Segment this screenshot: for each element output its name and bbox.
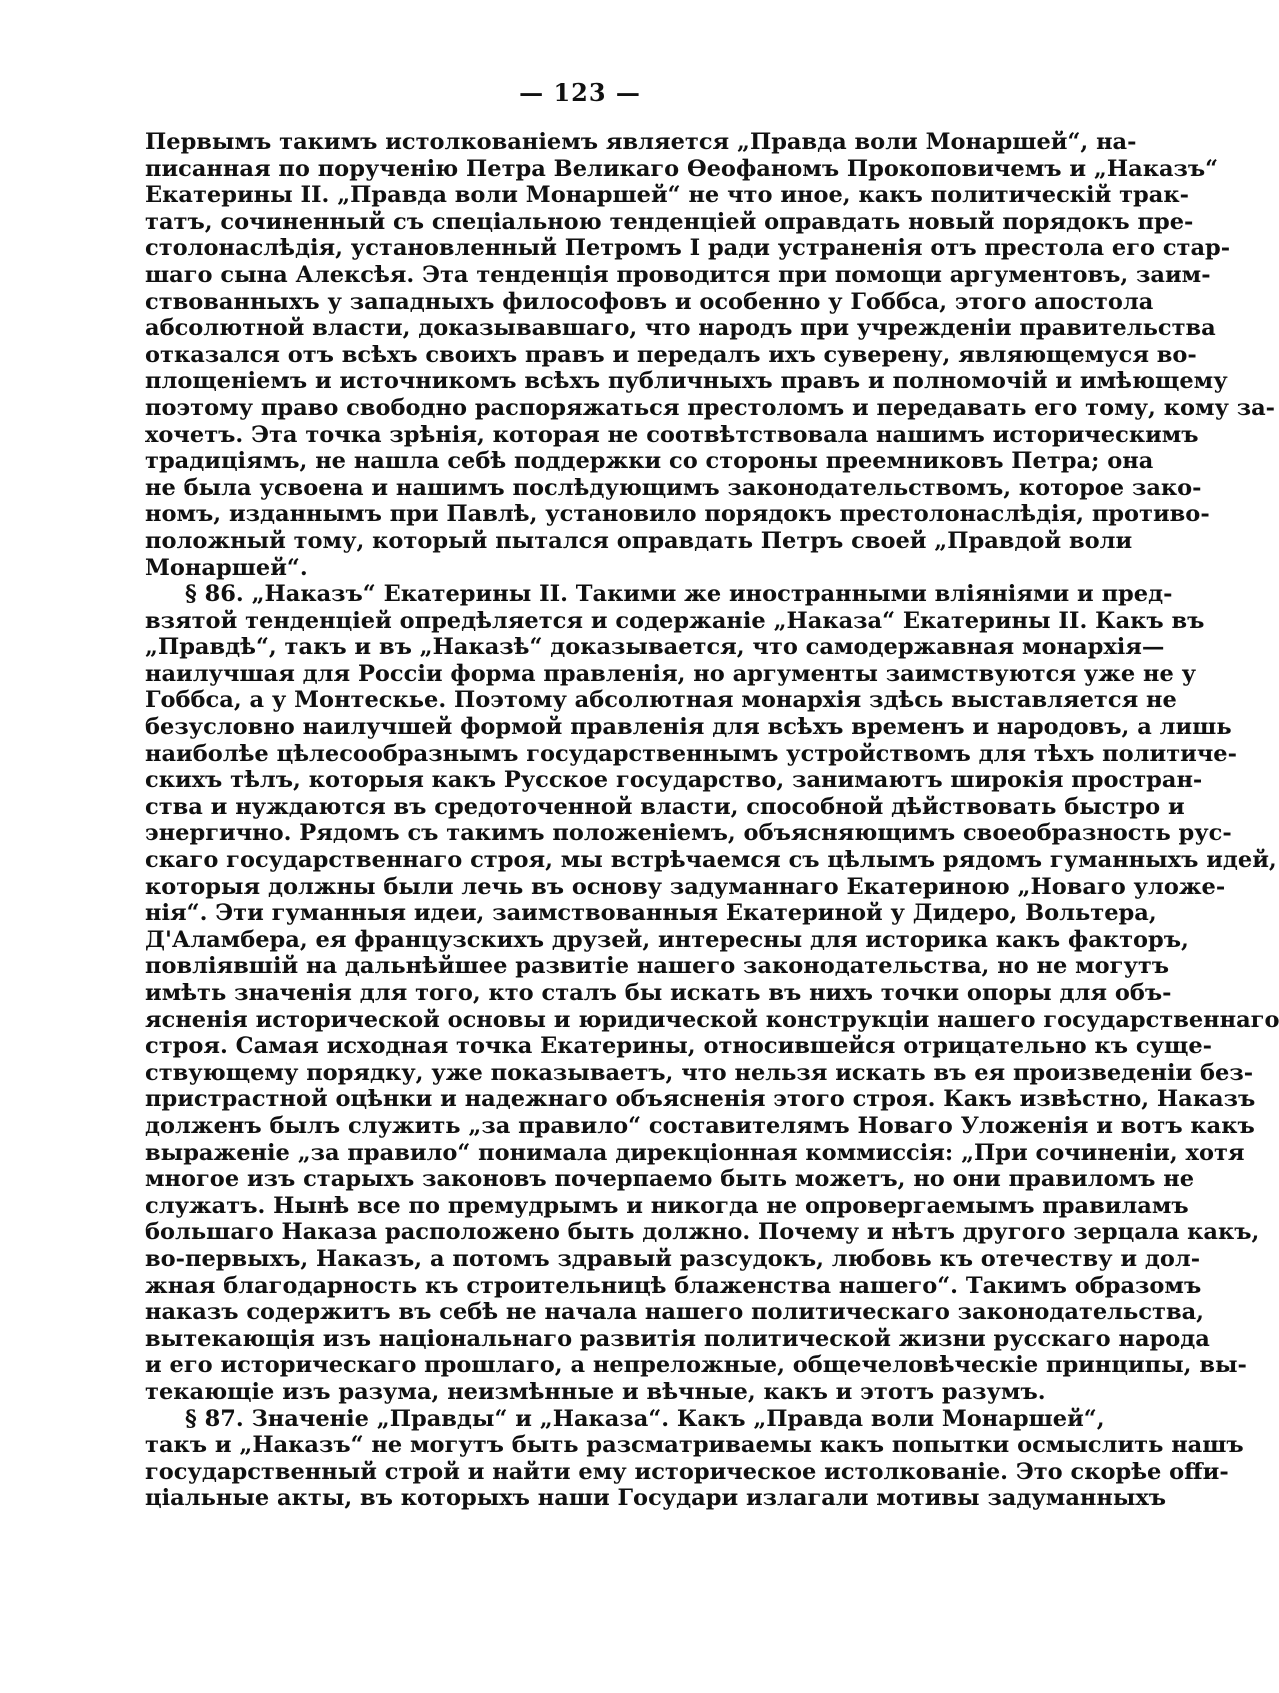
page-number: — 123 — (519, 78, 641, 107)
text-line: государственный строй и найти ему историческое истолкованіе. Это скорѣе offи- (145, 1458, 1229, 1485)
text-line: Первымъ такимъ истолкованіемъ является „Правда воли Монаршей“, на- (145, 129, 1137, 155)
text-line: не была усвоена и нашимъ послѣдующимъ законодательствомъ, которое зако- (145, 474, 1202, 501)
text-line: служатъ. Нынѣ все по премудрымъ и никогда не опровергаемымъ правиламъ (145, 1192, 1189, 1219)
text-line: ствующему порядку, уже показываетъ, что нельзя искать въ ея произведеніи без- (145, 1059, 1254, 1086)
text-line: Гоббса, а у Монтескье. Поэтому абсолютная монархія здѣсь выставляется не (145, 687, 1177, 714)
page-body (145, 129, 1279, 1512)
text-line: наиболѣе цѣлесообразнымъ государственнымъ устройствомъ для тѣхъ политиче- (145, 740, 1237, 767)
text-line: столонаслѣдія, установленный Петромъ I ради устраненія отъ престола его стар- (145, 235, 1231, 262)
text-line: строя. Самая исходная точка Екатерины, относившейся отрицательно къ суще- (145, 1033, 1212, 1060)
text-line: писанная по порученію Петра Великаго Ѳеофаномъ Прокоповичемъ и „Наказъ“ (145, 155, 1219, 182)
paragraph (145, 129, 1276, 581)
text-line: ціальные акты, въ которыхъ наши Государи излагали мотивы задуманныхъ (145, 1485, 1167, 1512)
text-line: наилучшая для Россіи форма правленія, но аргументы заимствуются уже не у (145, 660, 1197, 687)
text-line: выраженіе „за правило“ понимала дирекціонная коммиссія: „При сочиненіи, хотя (145, 1139, 1245, 1166)
text-line: площеніемъ и источникомъ всѣхъ публичныхъ правъ и полномочій и имѣющему (145, 368, 1228, 395)
text-line: пристрастной оцѣнки и надежнаго объясненія этого строя. Какъ извѣстно, Наказъ (145, 1086, 1256, 1113)
text-line: § 87. Значеніе „Правды“ и „Наказа“. Какъ „Правда воли Монаршей“, (185, 1405, 1105, 1432)
text-line: Монаршей“. (145, 554, 308, 581)
text-line: вытекающія изъ національнаго развитія политической жизни русскаго народа (145, 1325, 1210, 1352)
text-line: отказался отъ всѣхъ своихъ правъ и передалъ ихъ суверену, являющемуся во- (145, 341, 1197, 368)
text-line: имѣть значенія для того, кто сталъ бы искать въ нихъ точки опоры для объ- (145, 980, 1172, 1006)
text-line: шаго сына Алексѣя. Эта тенденція проводится при помощи аргументовъ, заим- (145, 261, 1211, 288)
text-line: скаго государственнаго строя, мы встрѣчаемся съ цѣлымъ рядомъ гуманныхъ идей, (145, 847, 1277, 874)
text-line: поэтому право свободно распоряжаться престоломъ и передавать его тому, кому за- (145, 394, 1276, 421)
text-line: абсолютной власти, доказывавшаго, что народъ при учрежденіи правительства (145, 315, 1216, 342)
text-line: повліявшій на дальнѣйшее развитіе нашего законодательства, но не могутъ (145, 953, 1170, 980)
text-line: долженъ былъ служить „за правило“ составителямъ Новаго Уложенія и вотъ какъ (145, 1112, 1255, 1139)
text-line: наказъ содержитъ въ себѣ не начала нашего политическаго законодательства, (145, 1299, 1205, 1326)
text-line: ствованныхъ у западныхъ философовъ и особенно у Гоббса, этого апостола (145, 288, 1154, 315)
text-line: безусловно наилучшей формой правленія для всѣхъ временъ и народовъ, а лишь (145, 714, 1232, 741)
text-line: во-первыхъ, Наказъ, а потомъ здравый разсудокъ, любовь къ отечеству и дол- (145, 1245, 1201, 1272)
text-line: ства и нуждаются въ средоточенной власти, способной дѣйствовать быстро и (145, 793, 1185, 820)
text-line: традиціямъ, не нашла себѣ поддержки со стороны преемниковъ Петра; она (145, 448, 1154, 475)
text-line: текающіе изъ разума, неизмѣнные и вѣчные, какъ и этотъ разумъ. (145, 1378, 1046, 1405)
paragraph (145, 1405, 1244, 1512)
text-line: ясненія исторической основы и юридической конструкціи нашего государственнаго (145, 1006, 1279, 1033)
text-line: скихъ тѣлъ, которыя какъ Русское государство, занимаютъ широкія простран- (145, 767, 1203, 794)
text-line: большаго Наказа расположено быть должно. Почему и нѣтъ другого зерцала какъ, (145, 1219, 1260, 1246)
text-line: номъ, изданнымъ при Павлѣ, установило порядокъ престолонаслѣдія, противо- (145, 501, 1210, 528)
text-line: и его историческаго прошлаго, а непреложные, общечеловѣческіе принципы, вы- (145, 1352, 1247, 1379)
text-line: положный тому, который пытался оправдать Петръ своей „Правдой воли (145, 527, 1133, 554)
text-line: взятой тенденціей опредѣляется и содержаніе „Наказа“ Екатерины II. Какъ въ (145, 607, 1205, 634)
text-line: хочетъ. Эта точка зрѣнія, которая не соотвѣтствовала нашимъ историческимъ (145, 421, 1199, 448)
text-line: § 86. „Наказъ“ Екатерины II. Такими же иностранными вліяніями и пред- (185, 581, 1173, 608)
book-page (145, 78, 1279, 1512)
text-line: „Правдѣ“, такъ и въ „Наказѣ“ доказывается, что самодержавная монархія— (145, 634, 1165, 661)
text-line: такъ и „Наказъ“ не могутъ быть разсматриваемы какъ попытки осмыслить нашъ (145, 1432, 1244, 1459)
paragraph (145, 581, 1279, 1405)
text-line: многое изъ старыхъ законовъ почерпаемо быть можетъ, но они правиломъ не (145, 1166, 1195, 1193)
text-line: татъ, сочиненный съ спеціальною тенденціей оправдать новый порядокъ пре- (145, 208, 1194, 235)
text-line: Екатерины II. „Правда воли Монаршей“ не что иное, какъ политическій трак- (145, 182, 1189, 209)
text-line: нія“. Эти гуманныя идеи, заимствованныя Екатериной у Дидеро, Вольтера, (145, 900, 1157, 927)
text-line: жная благодарность къ строительницѣ блаженства нашего“. Такимъ образомъ (145, 1272, 1202, 1299)
text-line: которыя должны были лечь въ основу задуманнаго Екатериною „Новаго уложе- (145, 873, 1226, 900)
text-line: Д'Аламбера, ея французскихъ друзей, интересны для историка какъ факторъ, (145, 926, 1189, 953)
text-line: энергично. Рядомъ съ такимъ положеніемъ, объясняющимъ своеобразность рус- (145, 820, 1232, 847)
